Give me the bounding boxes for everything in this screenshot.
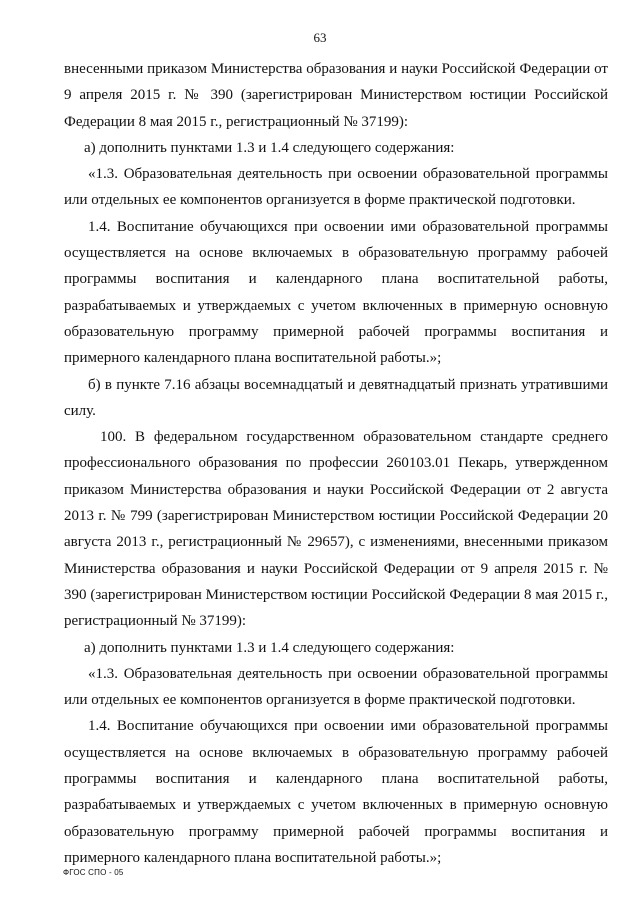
document-body (64, 56, 608, 871)
paragraph-clause-1-3-2: «1.3. Образовательная деятельность при освоении образовательной программы или отдельных ее компонентов организуется в форме практической подготовки. (64, 665, 608, 709)
paragraph-section-100: 100. В федеральном государственном образовательном стандарте среднего профессионального образования по профессии 260103.01 Пекарь, утвержденном приказом Министерства образования и науки Российской Федерации от 2 августа 2013 г. № 799 (зарегистрирован Министерством юстиции Российской Федерации 20 августа 2013 г., регистрационный № 29657), с изменениями, внесенными приказом Министерства образования и науки Российской Федерации от 9 апреля 2015 г. № 390 (зарегистрирован Министерством юстиции Российской Федерации 8 мая 2015 г., регистрационный № 37199): (64, 429, 608, 630)
paragraph-clause-1-4: 1.4. Воспитание обучающихся при освоении ими образовательной программы осуществляется на основе включаемых в образовательную программу рабочей программы воспитания и календарного плана воспитательной работы, разрабатываемых и утверждаемых с учетом включенных в примерную основную образовательную программу примерной рабочей программы воспитания и примерного календарного плана воспитательной работы.»; (64, 218, 608, 367)
page-number: 63 (313, 30, 327, 45)
paragraph-item-b: б) в пункте 7.16 абзацы восемнадцатый и девятнадцатый признать утратившими силу. (64, 376, 608, 419)
paragraph-amendments-reference: внесенными приказом Министерства образования и науки Российской Федерации от 9 апреля 2015 г. № 390 (зарегистрирован Министерством юстиции Российской Федерации 8 мая 2015 г., регистрационный № 37199): (64, 61, 608, 130)
paragraph-clause-1-4-2: 1.4. Воспитание обучающихся при освоении ими образовательной программы осуществляется на основе включаемых в образовательную программу рабочей программы воспитания и календарного плана воспитательной работы, разрабатываемых и утверждаемых с учетом включенных в примерную основную образовательную программу примерной рабочей программы воспитания и примерного календарного плана воспитательной работы.»; (64, 718, 608, 866)
paragraph-item-a-2: а) дополнить пунктами 1.3 и 1.4 следующего содержания: (84, 639, 455, 656)
footer-code: ФГОС СПО - 05 (63, 868, 124, 877)
paragraph-clause-1-3: «1.3. Образовательная деятельность при освоении образовательной программы или отдельных ее компонентов организуется в форме практической подготовки. (64, 166, 608, 209)
paragraph-item-a: а) дополнить пунктами 1.3 и 1.4 следующего содержания: (84, 139, 455, 156)
